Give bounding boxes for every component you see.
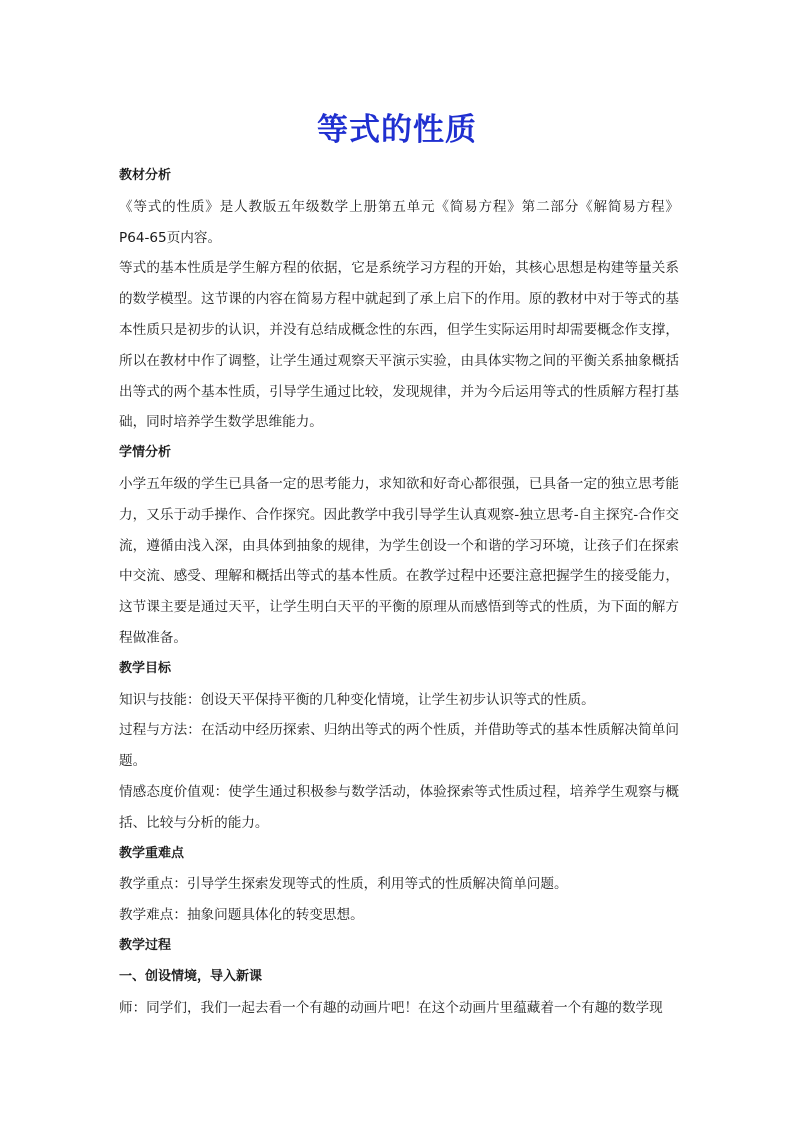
paragraph: 《等式的性质》是人教版五年级数学上册第五单元《简易方程》第二部分《解简易方程》P64-65页内容。 xyxy=(119,198,679,246)
paragraph: 小学五年级的学生已具备一定的思考能力，求知欲和好奇心都很强，已具备一定的独立思考能力，又乐于动手操作、合作探究。因此教学中我引导学生认真观察-独立思考-自主探究-合作交流，遵循由浅入深，由具体到抽象的规律，为学生创设一个和谐的学习环境，让孩子们在探索中交流、感受、理解和概括出等式的基本性质。在教学过程中还要注意把握学生的接受能力，这节课主要是通过天平，让学生明白天平的平衡的原理从而感悟到等式的性质，为下面的解方程做准备。 xyxy=(119,475,679,646)
paragraph: 师：同学们，我们一起去看一个有趣的动画片吧！在这个动画片里蕴藏着一个有趣的数学现 xyxy=(119,999,663,1016)
paragraph: 教学难点：抽象问题具体化的转变思想。 xyxy=(119,907,364,924)
paragraph: 等式的基本性质是学生解方程的依据，它是系统学习方程的开始，其核心思想是构建等量关系的数学模型。这节课的内容在简易方程中就起到了承上启下的作用。原的教材中对于等式的基本性质只是初步的认识，并没有总结成概念性的东西，但学生实际运用时却需要概念作支撑，所以在教材中作了调整，让学生通过观察天平演示实验，由具体实物之间的平衡关系抽象概括出等式的两个基本性质，引导学生通过比较，发现规律，并为今后运用等式的性质解方程打基础，同时培养学生数学思维能力。 xyxy=(119,260,679,431)
subheading-intro: 一、创设情境，导入新课 xyxy=(119,968,263,984)
heading-student-analysis: 学情分析 xyxy=(119,445,172,461)
paragraph: 情感态度价值观：使学生通过积极参与数学活动，体验探索等式性质过程，培养学生观察与概括、比较与分析的能力。 xyxy=(119,783,679,831)
paragraph: 教学重点：引导学生探索发现等式的性质，利用等式的性质解决简单问题。 xyxy=(119,876,568,893)
document-title: 等式的性质 xyxy=(317,112,477,148)
heading-objectives: 教学目标 xyxy=(119,660,172,676)
document-body xyxy=(119,161,679,1023)
heading-key-points: 教学重难点 xyxy=(119,845,185,861)
paragraph: 过程与方法：在活动中经历探索、归纳出等式的两个性质，并借助等式的基本性质解决简单问题。 xyxy=(119,722,679,770)
heading-process: 教学过程 xyxy=(119,937,172,953)
paragraph: 知识与技能：创设天平保持平衡的几种变化情境，让学生初步认识等式的性质。 xyxy=(119,691,595,708)
heading-textbook-analysis: 教材分析 xyxy=(119,168,172,183)
